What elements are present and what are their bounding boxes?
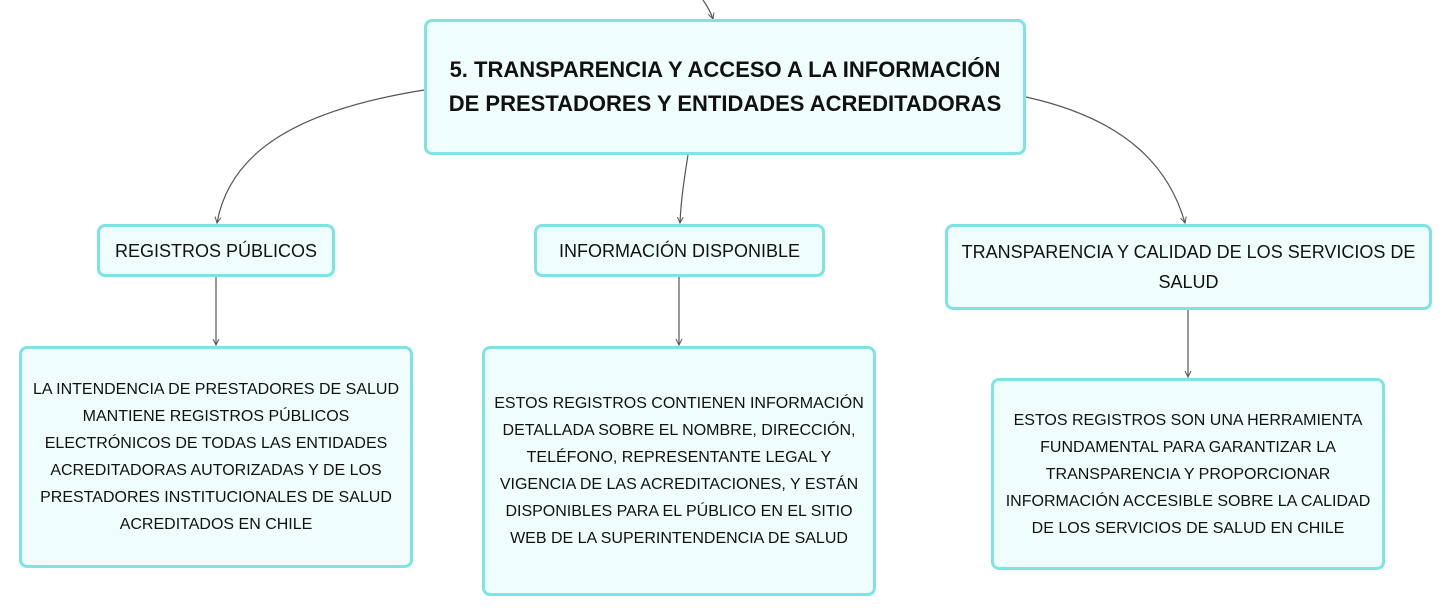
topic-informacion-disponible[interactable]: [534, 224, 825, 277]
detail-text: ESTOS REGISTROS CONTIENEN INFORMACIÓN DETALLADA SOBRE EL NOMBRE, DIRECCIÓN, TELÉFONO, REPRESENTANTE LEGAL Y VIGENCIA DE LAS ACREDITACIONES, Y ESTÁN DISPONIBLES PARA EL PÚBLICO EN EL SITIO WEB DE LA SUPERINTENDENCIA DE SALUD: [494, 395, 864, 547]
topic-label: TRANSPARENCIA Y CALIDAD DE LOS SERVICIOS DE SALUD: [961, 242, 1416, 292]
connector-incoming: [703, 0, 713, 19]
connector-root-to-registros: [217, 90, 424, 223]
detail-registros-publicos[interactable]: [19, 346, 413, 568]
detail-text: LA INTENDENCIA DE PRESTADORES DE SALUD MANTIENE REGISTROS PÚBLICOS ELECTRÓNICOS DE TODAS LAS ENTIDADES ACREDITADORAS AUTORIZADAS Y DE LOS PRESTADORES INSTITUCIONALES DE SALUD ACREDITADOS EN CHILE: [32, 381, 399, 533]
topic-label: REGISTROS PÚBLICOS: [114, 240, 318, 261]
topic-registros-publicos[interactable]: [97, 224, 335, 277]
detail-text: ESTOS REGISTROS SON UNA HERRAMIENTA FUNDAMENTAL PARA GARANTIZAR LA TRANSPARENCIA Y PROPORCIONAR INFORMACIÓN ACCESIBLE SOBRE LA CALIDAD DE LOS SERVICIOS DE SALUD EN CHILE: [1005, 411, 1371, 537]
root-topic-title: 5. TRANSPARENCIA Y ACCESO A LA INFORMACIÓN DE PRESTADORES Y ENTIDADES ACREDITADORAS: [448, 57, 1002, 116]
detail-transparencia-calidad[interactable]: [991, 378, 1385, 570]
detail-informacion-disponible[interactable]: [482, 346, 876, 596]
topic-transparencia-calidad[interactable]: [945, 224, 1432, 310]
connector-root-to-informacion: [680, 155, 688, 223]
connector-root-to-transparencia: [1026, 97, 1185, 223]
root-topic[interactable]: [424, 19, 1026, 155]
topic-label: INFORMACIÓN DISPONIBLE: [558, 240, 801, 261]
